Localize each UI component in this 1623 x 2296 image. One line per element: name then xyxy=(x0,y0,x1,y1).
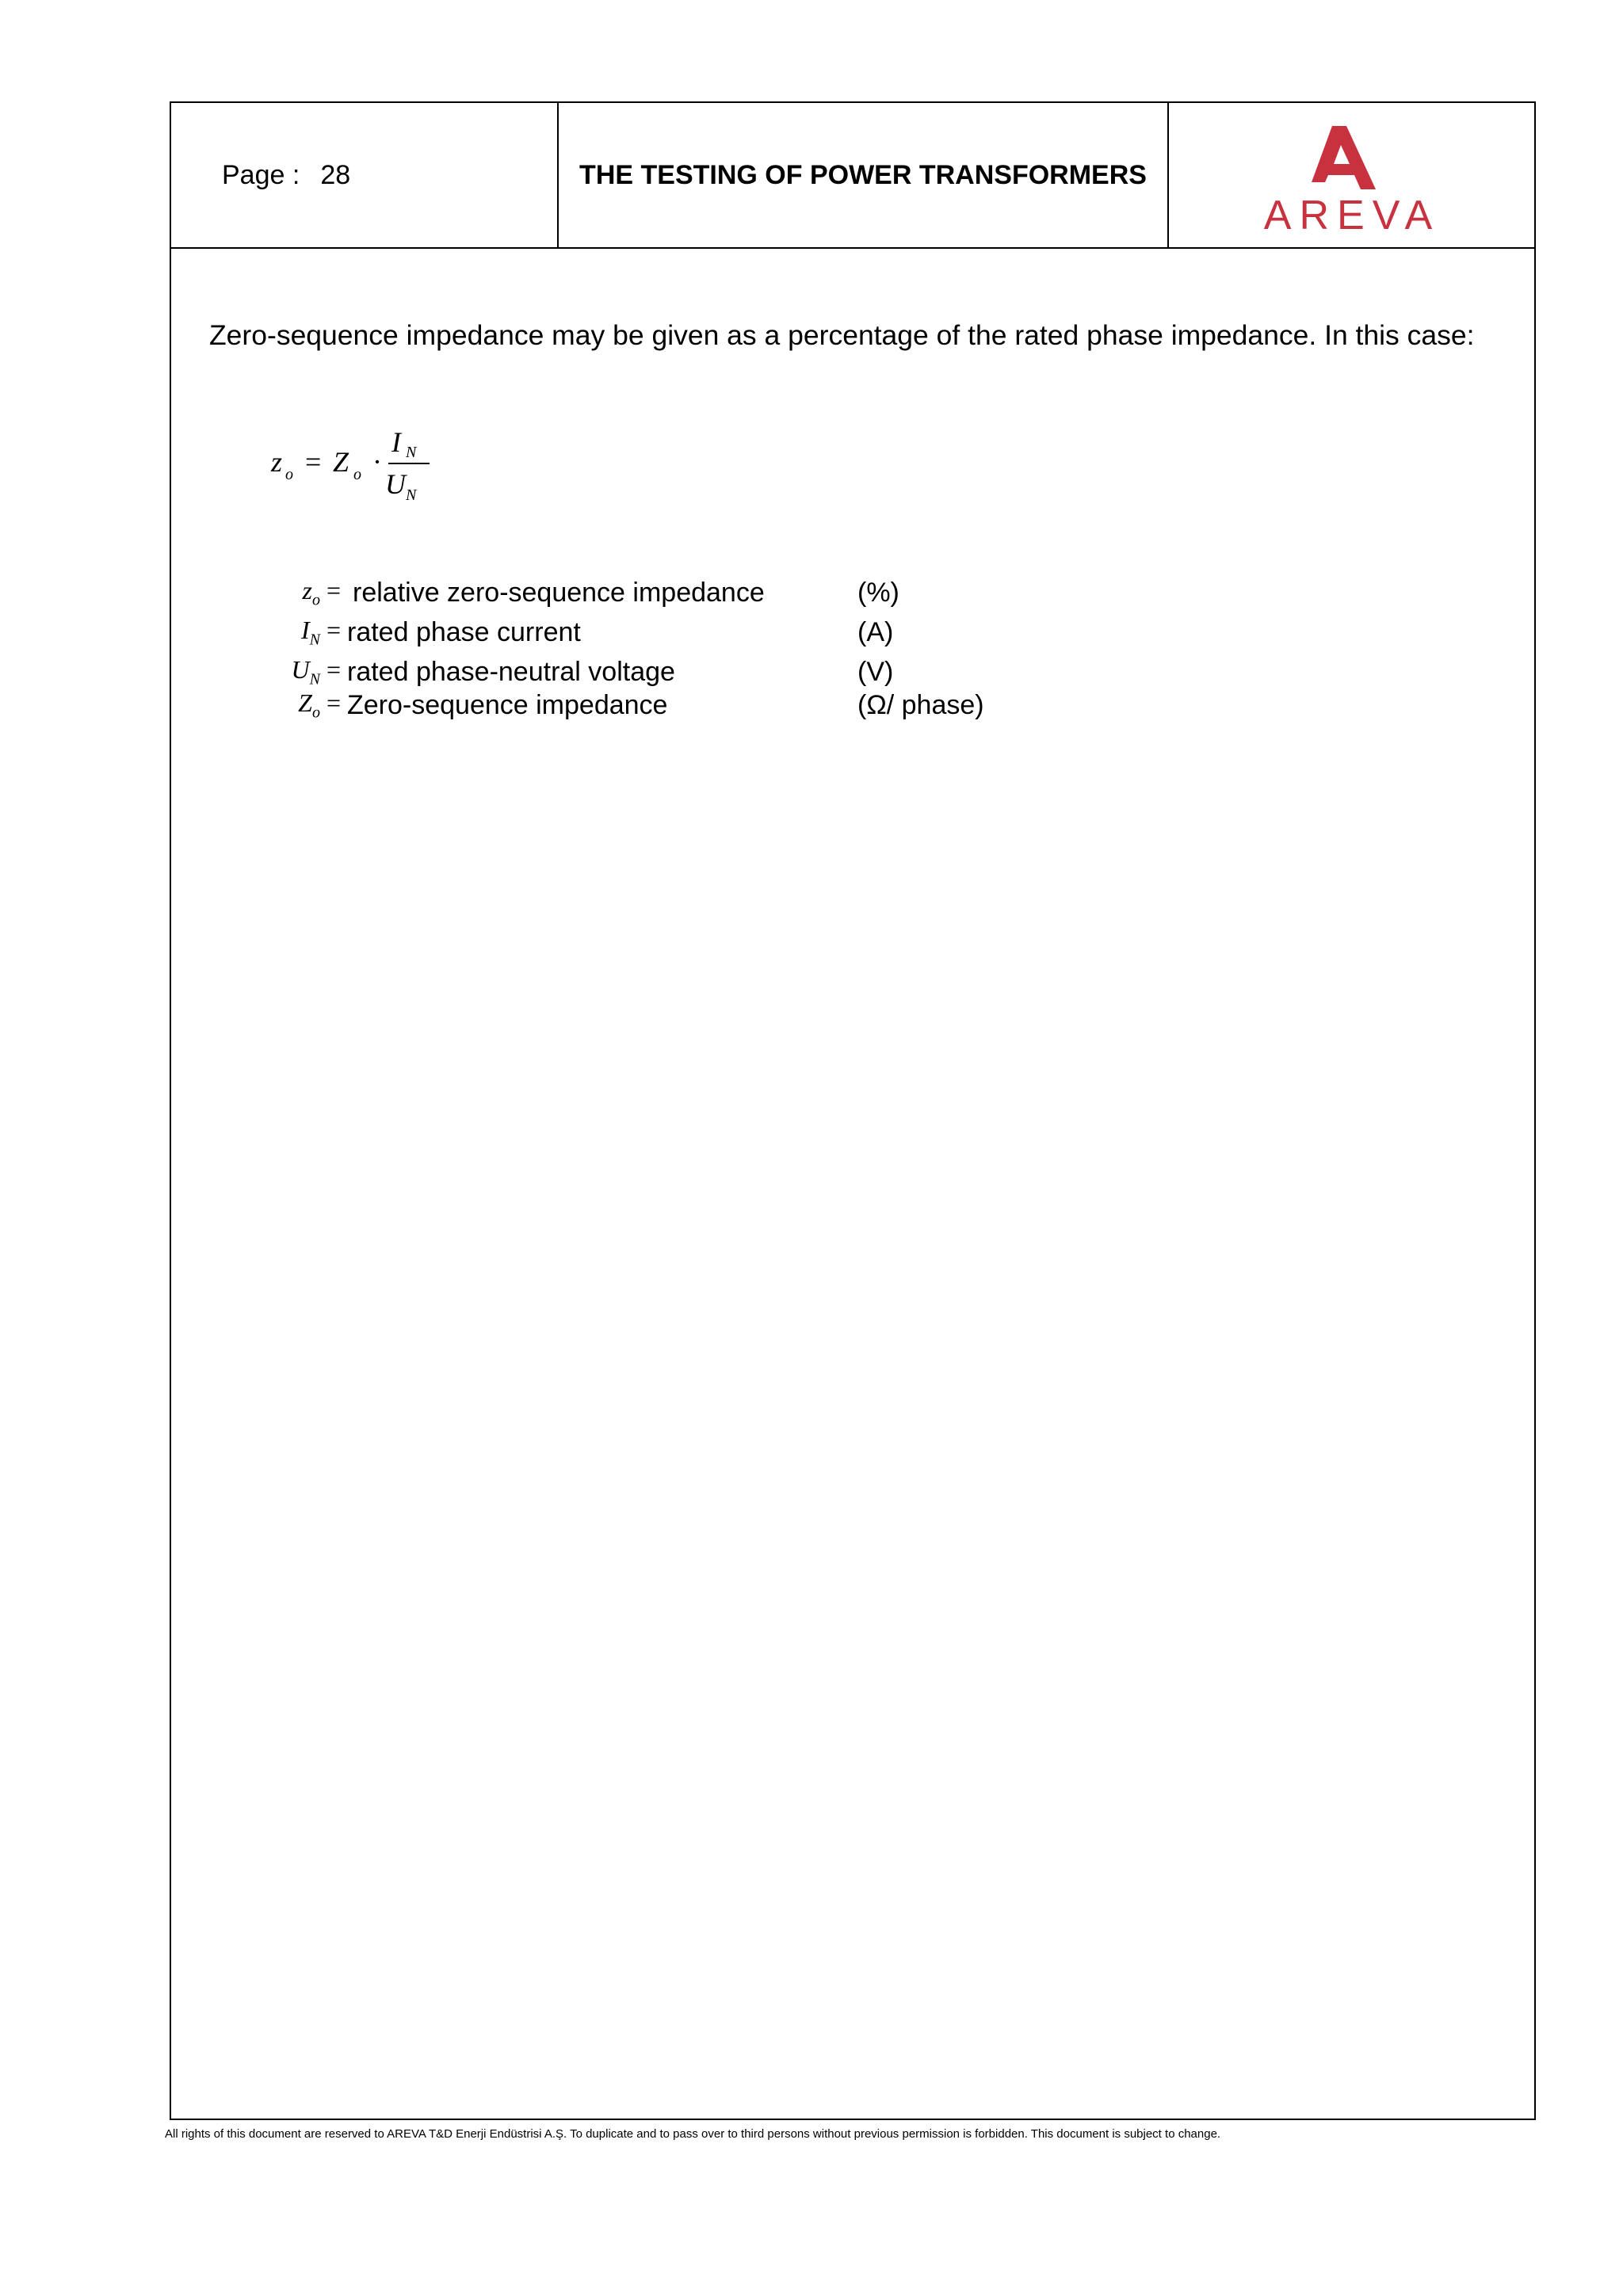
definition-symbol: $U_N$ = xyxy=(291,654,341,688)
definition-text: relative zero-sequence impedance xyxy=(353,577,765,608)
definition-unit: (A) xyxy=(857,616,894,647)
copyright-footer: All rights of this document are reserved to AREVA T&D Enerji Endüstrisi A.Ş. To duplicate and to pass over to third persons without previous permission is forbidden. This document is subject to change. xyxy=(165,2127,1221,2141)
definition-symbol: $Z_o$ = xyxy=(298,688,341,722)
definition-text: rated phase current xyxy=(347,616,581,647)
intro-paragraph: Zero-sequence impedance may be given as a percentage of the rated phase impedance. In this case: xyxy=(209,319,1475,351)
areva-logo-text: AREVA xyxy=(1263,193,1440,238)
areva-logo xyxy=(1241,112,1463,238)
document-title: THE TESTING OF POWER TRANSFORMERS xyxy=(559,103,1169,247)
areva-logo-mark xyxy=(1312,126,1376,189)
formula-lhs: z xyxy=(271,446,283,478)
formula-rhs-sub: o xyxy=(353,466,361,483)
formula-lhs-sub: o xyxy=(285,466,293,483)
page-number: 28 xyxy=(320,159,351,190)
definition-unit: (%) xyxy=(857,577,899,608)
formula-denominator: U xyxy=(385,468,406,500)
definition-row xyxy=(0,654,1623,689)
definition-unit: (Ω/ phase) xyxy=(857,689,984,720)
formula-equals: = xyxy=(305,446,322,478)
definition-text: Zero-sequence impedance xyxy=(347,689,668,720)
definition-row xyxy=(0,615,1623,650)
logo-cell xyxy=(1169,103,1534,247)
zero-sequence-formula xyxy=(269,416,460,511)
definition-unit: (V) xyxy=(857,656,894,687)
definition-row xyxy=(0,688,1623,723)
page-frame xyxy=(170,101,1536,2120)
formula-rhs: Z xyxy=(333,446,349,478)
formula-numerator-sub: N xyxy=(406,444,417,461)
definition-symbol: $I_N$ = xyxy=(300,615,341,649)
page-number-cell xyxy=(171,103,559,247)
formula-denominator-sub: N xyxy=(406,486,417,504)
definition-row xyxy=(0,575,1623,610)
formula-dot: · xyxy=(372,446,382,478)
definition-symbol: $z_o$ = xyxy=(302,575,341,609)
page-label: Page : xyxy=(222,159,300,190)
definition-text: rated phase-neutral voltage xyxy=(347,656,675,687)
page-header xyxy=(170,101,1536,249)
formula-numerator: I xyxy=(391,426,401,458)
